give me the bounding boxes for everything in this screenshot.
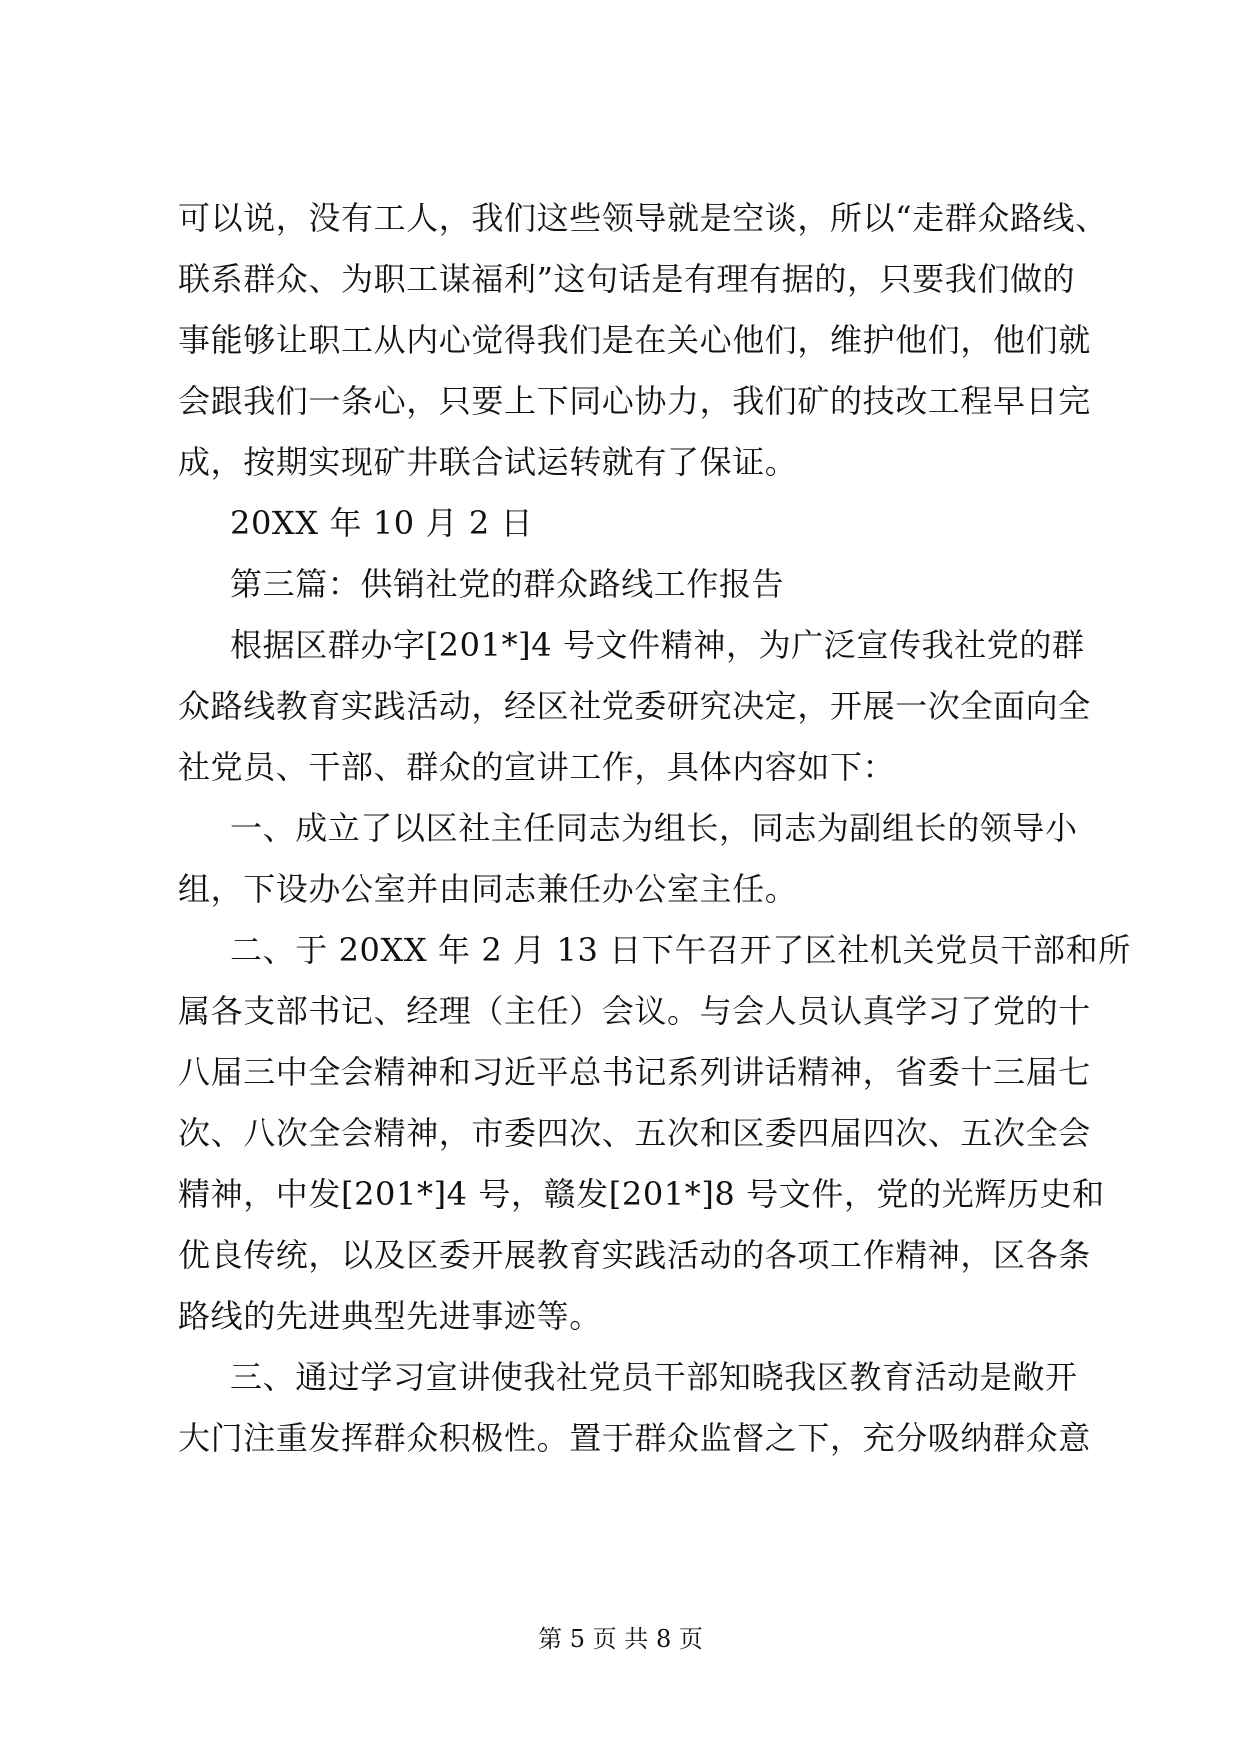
text-line: 可以说，没有工人，我们这些领导就是空谈，所以“走群众路线、 [178, 199, 1108, 237]
date-line: 20XX 年 10 月 2 日 [230, 504, 534, 542]
text-line: 优良传统，以及区委开展教育实践活动的各项工作精神，区各条 [178, 1236, 1091, 1274]
text-line: 根据区群办字[201*]4 号文件精神，为广泛宣传我社党的群 [230, 626, 1085, 664]
text-line: 八届三中全会精神和习近平总书记系列讲话精神，省委十三届七 [178, 1053, 1091, 1091]
text-line: 社党员、干部、群众的宣讲工作，具体内容如下： [178, 748, 896, 786]
text-line: 三、通过学习宣讲使我社党员干部知晓我区教育活动是敞开 [230, 1358, 1078, 1396]
document-body [178, 188, 1131, 1469]
text-line: 一、成立了以区社主任同志为组长，同志为副组长的领导小 [230, 809, 1078, 847]
text-line: 路线的先进典型先进事迹等。 [178, 1297, 602, 1335]
text-line: 事能够让职工从内心觉得我们是在关心他们，维护他们，他们就 [178, 321, 1091, 359]
text-line: 联系群众、为职工谋福利”这句话是有理有据的，只要我们做的 [178, 260, 1076, 298]
text-line: 众路线教育实践活动，经区社党委研究决定，开展一次全面向全 [178, 687, 1091, 725]
text-line: 二、于 20XX 年 2 月 13 日下午召开了区社机关党员干部和所 [230, 931, 1131, 969]
text-line: 精神，中发[201*]4 号，赣发[201*]8 号文件，党的光辉历史和 [178, 1175, 1105, 1213]
text-line: 成，按期实现矿井联合试运转就有了保证。 [178, 443, 798, 481]
text-line: 大门注重发挥群众积极性。置于群众监督之下，充分吸纳群众意 [178, 1419, 1091, 1457]
text-line: 属各支部书记、经理（主任）会议。与会人员认真学习了党的十 [178, 992, 1091, 1030]
section-title: 第三篇：供销社党的群众路线工作报告 [230, 565, 785, 603]
page-number-footer: 第 5 页 共 8 页 [538, 1625, 703, 1653]
text-line: 会跟我们一条心，只要上下同心协力，我们矿的技改工程早日完 [178, 382, 1091, 420]
text-line: 次、八次全会精神，市委四次、五次和区委四届四次、五次全会 [178, 1114, 1091, 1152]
text-line: 组，下设办公室并由同志兼任办公室主任。 [178, 870, 798, 908]
